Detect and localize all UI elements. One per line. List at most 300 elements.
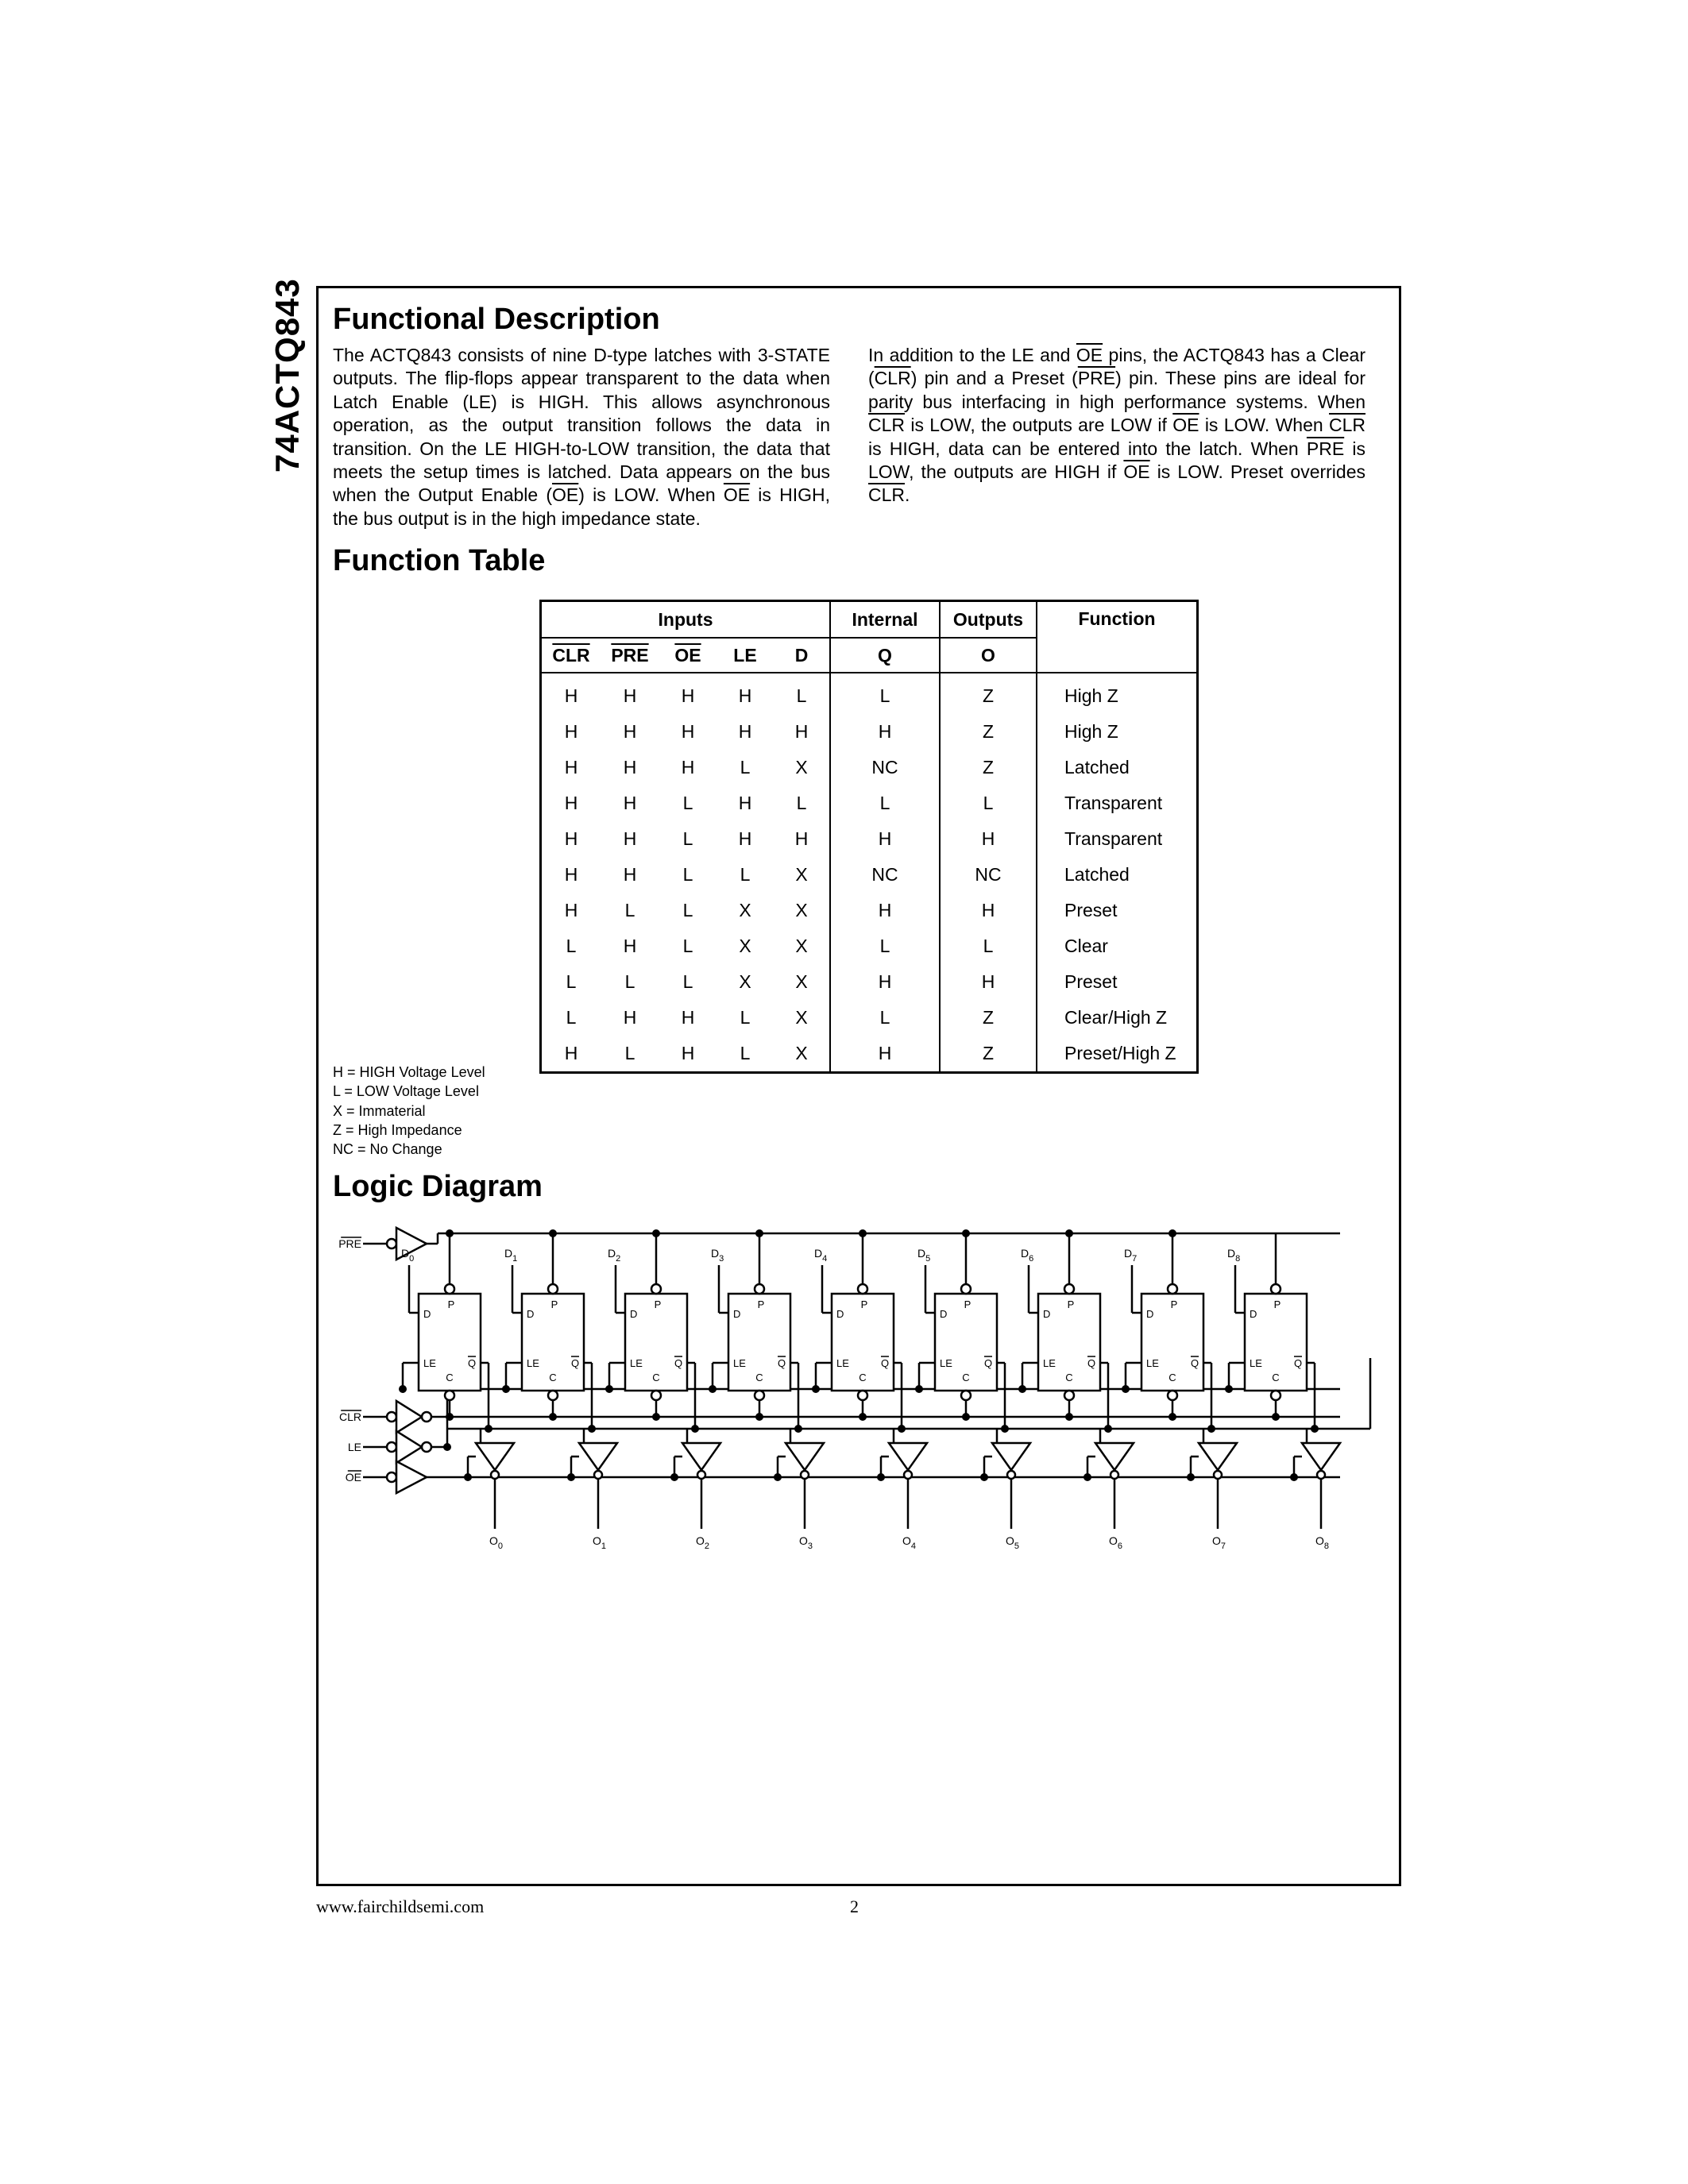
table-cell: H [564, 793, 578, 813]
footer-page-number: 2 [850, 1897, 859, 1916]
pin-qbar-label: Q [674, 1357, 683, 1369]
junction-dot [774, 1473, 782, 1481]
pin-d-label: D [733, 1308, 741, 1320]
table-cell: L [940, 928, 1037, 964]
pin-c-label: C [755, 1372, 763, 1383]
pin-c-label: C [1168, 1372, 1176, 1383]
table-cell: H [623, 721, 637, 742]
inversion-bubble [961, 1391, 971, 1400]
pin-qbar-label: Q [571, 1357, 580, 1369]
junction-dot [1311, 1425, 1319, 1433]
data-input-label: $D_5$ [917, 1247, 931, 1264]
table-cell: H [681, 685, 695, 706]
pin-c-label: C [1272, 1372, 1280, 1383]
table-cell: H [564, 757, 578, 778]
junction-dot [588, 1425, 596, 1433]
table-cell: X [795, 900, 808, 920]
text-run: The ACTQ843 consists of nine D-type latches with 3-STATE outputs. The flip-flops appear transparent to the data when Latch Enable (LE) is HIGH. This allows asynchronous operation, as the output transition follows the data in transition. On the LE HIGH-to-LOW transition, the data that meets the setup times is latched. Data appears on the bus when the Output Enable ( [333, 345, 830, 506]
table-cell: X [795, 971, 808, 992]
inversion-bubble [651, 1284, 661, 1294]
junction-dot [1083, 1473, 1091, 1481]
text-run: is LOW, the outputs are HIGH if [868, 438, 1365, 483]
table-cell: L [796, 685, 807, 706]
signal-name: $\overline{OE}$ [1123, 461, 1150, 483]
outputs-header: Outputs [940, 601, 1037, 639]
table-row [541, 714, 1198, 750]
data-input-label: $D_7$ [1124, 1247, 1138, 1264]
signal-name: $\overline{OE}$ [1172, 415, 1199, 436]
pin-d-label: D [527, 1308, 535, 1320]
pin-c-label: C [1065, 1372, 1073, 1383]
output-label: $O_0$ [489, 1534, 504, 1551]
pin-le-label: LE [1043, 1357, 1056, 1369]
table-cell: H [564, 864, 578, 885]
pin-p-label: P [1273, 1298, 1281, 1310]
junction-dot [399, 1385, 407, 1393]
signal-name: $\overline{CLR}$ [874, 368, 911, 389]
pin-c-label: C [652, 1372, 660, 1383]
output-label: $O_4$ [902, 1534, 917, 1551]
output-buffer [1095, 1443, 1134, 1470]
pin-qbar-label: Q [984, 1357, 993, 1369]
table-cell: H [623, 793, 637, 813]
legend-item: NC = No Change [333, 1141, 442, 1158]
junction-dot [652, 1413, 660, 1421]
text-run: is HIGH, the bus output is in the high impedance state. [333, 484, 830, 529]
legend-item: H = HIGH Voltage Level [333, 1064, 485, 1080]
junction-dot [1187, 1473, 1195, 1481]
table-cell: H [681, 721, 695, 742]
data-input-label: $D_2$ [608, 1247, 621, 1264]
signal-name: $\overline{OE}$ [552, 484, 579, 506]
table-cell: H [623, 1007, 637, 1028]
output-label: $O_5$ [1006, 1534, 1020, 1551]
table-cell: L [740, 757, 751, 778]
pin-p-label: P [550, 1298, 558, 1310]
output-buffer [682, 1443, 720, 1470]
pin-le-label: LE [733, 1357, 746, 1369]
signal-name: $\overline{PRE}$ [1077, 368, 1116, 389]
table-cell: X [739, 900, 751, 920]
junction-dot [567, 1473, 575, 1481]
table-row [541, 821, 1198, 857]
table-cell: H [940, 964, 1037, 1000]
pin-p-label: P [447, 1298, 455, 1310]
junction-dot [1168, 1229, 1176, 1237]
functional-description-heading: Functional Description [333, 303, 660, 336]
table-cell: H [564, 900, 578, 920]
table-cell: L [682, 900, 693, 920]
table-cell: H [794, 721, 809, 742]
data-input-label: $D_0$ [401, 1247, 415, 1264]
inversion-bubble [961, 1284, 971, 1294]
table-cell: Z [940, 1036, 1037, 1073]
junction-dot [915, 1385, 923, 1393]
pin-d-label: D [423, 1308, 431, 1320]
signal-name: $\overline{OE}$ [723, 484, 751, 506]
table-cell: H [623, 828, 637, 849]
buffer-le [396, 1431, 422, 1463]
output-buffer [579, 1443, 617, 1470]
function-cell: High Z [1037, 673, 1198, 714]
table-cell: L [740, 1007, 751, 1028]
table-cell: H [564, 685, 578, 706]
data-input-label: $D_6$ [1021, 1247, 1034, 1264]
pin-c-label: C [962, 1372, 970, 1383]
junction-dot [812, 1385, 820, 1393]
text-run: ) pin and a Preset ( [910, 368, 1078, 389]
output-buffer [992, 1443, 1030, 1470]
pin-p-label: P [860, 1298, 868, 1310]
junction-dot [859, 1413, 867, 1421]
internal-header: Internal [830, 601, 940, 639]
inversion-bubble [651, 1391, 661, 1400]
pin-d-label: D [1043, 1308, 1051, 1320]
table-cell: L [566, 936, 577, 956]
table-row [541, 750, 1198, 785]
col-clr: $\overline{CLR}$ [552, 644, 590, 666]
function-cell: Transparent [1037, 821, 1198, 857]
table-cell: X [795, 757, 808, 778]
junction-dot [443, 1443, 451, 1451]
output-label: $O_3$ [799, 1534, 813, 1551]
table-cell: L [796, 793, 807, 813]
inversion-bubble [387, 1472, 396, 1482]
table-cell: H [623, 757, 637, 778]
inversion-bubble [594, 1471, 602, 1479]
pin-d-label: D [940, 1308, 948, 1320]
data-input-label: $D_8$ [1227, 1247, 1241, 1264]
table-cell: H [738, 828, 752, 849]
inversion-bubble [422, 1442, 431, 1452]
table-cell: L [740, 1043, 751, 1063]
table-cell: H [738, 685, 752, 706]
table-cell: H [623, 864, 637, 885]
table-cell: X [795, 1043, 808, 1063]
output-label: $O_8$ [1315, 1534, 1330, 1551]
table-cell: H [940, 821, 1037, 857]
function-cell: Latched [1037, 750, 1198, 785]
pin-p-label: P [757, 1298, 765, 1310]
table-cell: L [624, 1043, 635, 1063]
junction-dot [898, 1425, 906, 1433]
table-legend [333, 1063, 485, 1159]
inversion-bubble [1007, 1471, 1015, 1479]
inversion-bubble [445, 1284, 454, 1294]
pin-qbar-label: Q [1191, 1357, 1199, 1369]
data-input-label: $D_1$ [504, 1247, 518, 1264]
pin-d-label: D [836, 1308, 844, 1320]
output-label: $O_1$ [593, 1534, 607, 1551]
part-number-vertical: 74ACTQ843 [268, 278, 306, 473]
pin-c-label: C [859, 1372, 867, 1383]
pin-p-label: P [964, 1298, 971, 1310]
inversion-bubble [1064, 1284, 1074, 1294]
table-cell: H [623, 936, 637, 956]
table-cell: H [738, 793, 752, 813]
signal-name: $\overline{CLR}$ [868, 415, 906, 436]
col-oe: $\overline{OE}$ [674, 644, 701, 666]
junction-dot [859, 1229, 867, 1237]
pre-label: PRE [338, 1237, 361, 1250]
junction-dot [446, 1413, 454, 1421]
table-cell: X [739, 936, 751, 956]
table-cell: L [830, 785, 940, 821]
table-cell: L [682, 936, 693, 956]
table-cell: H [830, 1036, 940, 1073]
content-frame [316, 286, 1401, 1886]
col-o: O [981, 644, 995, 666]
junction-dot [1225, 1385, 1233, 1393]
text-run: pins, the ACTQ843 has a Clear ( [868, 345, 1365, 389]
inversion-bubble [858, 1391, 867, 1400]
table-cell: H [830, 893, 940, 928]
junction-dot [1065, 1229, 1073, 1237]
table-row [541, 928, 1198, 964]
inversion-bubble [1168, 1391, 1177, 1400]
signal-name: $\overline{PRE}$ [1306, 438, 1345, 459]
buffer-clr [396, 1401, 422, 1433]
pin-le-label: LE [1146, 1357, 1159, 1369]
text-run: is LOW. When [1199, 415, 1329, 436]
junction-dot [794, 1425, 802, 1433]
junction-dot [485, 1425, 492, 1433]
signal-name: $\overline{CLR}$ [1329, 415, 1366, 436]
junction-dot [652, 1229, 660, 1237]
output-buffer [476, 1443, 514, 1470]
text-run: ) pin. These pins are ideal for parity bus interfacing in high performance systems. When [868, 368, 1365, 412]
legend-item: L = LOW Voltage Level [333, 1083, 479, 1100]
junction-dot [549, 1229, 557, 1237]
table-row [541, 1000, 1198, 1036]
junction-dot [1018, 1385, 1026, 1393]
table-row [541, 785, 1198, 821]
inversion-bubble [697, 1471, 705, 1479]
junction-dot [755, 1229, 763, 1237]
functional-description-left [333, 344, 830, 531]
col-pre: $\overline{PRE}$ [611, 644, 649, 666]
table-cell: L [682, 971, 693, 992]
table-cell: L [830, 1000, 940, 1036]
junction-dot [691, 1425, 699, 1433]
inversion-bubble [904, 1471, 912, 1479]
inversion-bubble [548, 1391, 558, 1400]
inversion-bubble [1317, 1471, 1325, 1479]
inversion-bubble [491, 1471, 499, 1479]
table-cell: L [740, 864, 751, 885]
inversion-bubble [1271, 1391, 1280, 1400]
signal-name: $\overline{CLR}$ [868, 484, 906, 506]
junction-dot [1122, 1385, 1130, 1393]
junction-dot [709, 1385, 717, 1393]
text-run: In addition to the LE and [868, 345, 1076, 365]
table-cell: L [682, 828, 693, 849]
inputs-header: Inputs [541, 601, 831, 639]
junction-dot [1104, 1425, 1112, 1433]
junction-dot [877, 1473, 885, 1481]
pin-le-label: LE [630, 1357, 643, 1369]
function-table [539, 600, 1199, 1074]
col-q: Q [878, 644, 892, 666]
pin-qbar-label: Q [778, 1357, 786, 1369]
table-cell: H [564, 1043, 578, 1063]
table-cell: H [681, 1043, 695, 1063]
legend-item: X = Immaterial [333, 1102, 426, 1119]
function-cell: High Z [1037, 714, 1198, 750]
output-buffer [1199, 1443, 1237, 1470]
clr-label: CLR [338, 1410, 361, 1423]
junction-dot [605, 1385, 613, 1393]
inversion-bubble [422, 1412, 431, 1422]
inversion-bubble [387, 1239, 396, 1248]
table-cell: X [795, 1007, 808, 1028]
function-cell: Transparent [1037, 785, 1198, 821]
output-buffer [786, 1443, 824, 1470]
table-cell: L [566, 971, 577, 992]
table-cell: H [681, 1007, 695, 1028]
pin-le-label: LE [1250, 1357, 1262, 1369]
pin-le-label: LE [940, 1357, 952, 1369]
pin-qbar-label: Q [1087, 1357, 1096, 1369]
table-cell: L [830, 928, 940, 964]
table-cell: H [623, 685, 637, 706]
function-cell: Latched [1037, 857, 1198, 893]
table-cell: NC [940, 857, 1037, 893]
table-cell: H [738, 721, 752, 742]
pin-p-label: P [654, 1298, 662, 1310]
table-cell: L [682, 864, 693, 885]
legend-item: Z = High Impedance [333, 1121, 462, 1138]
output-label: $O_7$ [1212, 1534, 1226, 1551]
table-cell: L [940, 785, 1037, 821]
pin-p-label: P [1067, 1298, 1075, 1310]
pin-c-label: C [549, 1372, 557, 1383]
inversion-bubble [755, 1284, 764, 1294]
inversion-bubble [1214, 1471, 1222, 1479]
inversion-bubble [387, 1442, 396, 1452]
table-cell: NC [830, 750, 940, 785]
junction-dot [962, 1229, 970, 1237]
pin-d-label: D [1250, 1308, 1257, 1320]
buffer-oe [396, 1461, 427, 1493]
junction-dot [502, 1385, 510, 1393]
table-cell: H [794, 828, 809, 849]
pin-le-label: LE [423, 1357, 436, 1369]
inversion-bubble [1168, 1284, 1177, 1294]
table-cell: H [681, 757, 695, 778]
logic-diagram [330, 1217, 1394, 1591]
table-row [541, 893, 1198, 928]
table-cell: L [830, 673, 940, 714]
output-label: $O_6$ [1109, 1534, 1123, 1551]
table-cell: Z [940, 714, 1037, 750]
inversion-bubble [1064, 1391, 1074, 1400]
function-table-heading: Function Table [333, 544, 546, 577]
table-cell: H [830, 714, 940, 750]
junction-dot [446, 1229, 454, 1237]
table-cell: Z [940, 750, 1037, 785]
pin-p-label: P [1170, 1298, 1178, 1310]
table-row [541, 964, 1198, 1000]
table-row [541, 1036, 1198, 1073]
table-cell: X [739, 971, 751, 992]
function-cell: Preset/High Z [1037, 1036, 1198, 1073]
pin-le-label: LE [527, 1357, 539, 1369]
function-cell: Clear/High Z [1037, 1000, 1198, 1036]
junction-dot [1207, 1425, 1215, 1433]
junction-dot [670, 1473, 678, 1481]
table-row [541, 673, 1198, 714]
pin-c-label: C [446, 1372, 454, 1383]
functional-description-right [868, 344, 1365, 507]
table-row [541, 857, 1198, 893]
inversion-bubble [755, 1391, 764, 1400]
table-cell: H [564, 721, 578, 742]
text-run: . [905, 484, 910, 506]
text-run: is LOW, the outputs are LOW if [905, 415, 1173, 436]
inversion-bubble [445, 1391, 454, 1400]
table-cell: X [795, 864, 808, 885]
table-cell: H [830, 821, 940, 857]
output-label: $O_2$ [696, 1534, 710, 1551]
junction-dot [1290, 1473, 1298, 1481]
data-input-label: $D_4$ [814, 1247, 828, 1264]
function-cell: Clear [1037, 928, 1198, 964]
data-input-label: $D_3$ [711, 1247, 724, 1264]
text-run: is LOW. Preset overrides [1149, 461, 1366, 483]
function-header: Function [1037, 601, 1198, 673]
table-cell: L [566, 1007, 577, 1028]
table-cell: L [624, 900, 635, 920]
pin-d-label: D [1146, 1308, 1154, 1320]
function-cell: Preset [1037, 893, 1198, 928]
junction-dot [1065, 1413, 1073, 1421]
col-le: LE [733, 644, 757, 666]
inversion-bubble [1111, 1471, 1118, 1479]
pin-qbar-label: Q [881, 1357, 890, 1369]
inversion-bubble [801, 1471, 809, 1479]
pin-d-label: D [630, 1308, 638, 1320]
inversion-bubble [387, 1412, 396, 1422]
output-buffer [889, 1443, 927, 1470]
oe-label: OE [345, 1471, 361, 1484]
inversion-bubble [548, 1284, 558, 1294]
footer-website: www.fairchildsemi.com [316, 1897, 485, 1916]
col-d: D [794, 644, 809, 666]
table-cell: H [940, 893, 1037, 928]
table-cell: Z [940, 673, 1037, 714]
output-buffer [1302, 1443, 1340, 1470]
junction-dot [464, 1473, 472, 1481]
text-run: is HIGH, data can be entered into the latch. When [868, 438, 1307, 459]
table-cell: Z [940, 1000, 1037, 1036]
le-label: LE [347, 1441, 361, 1453]
pin-qbar-label: Q [1294, 1357, 1303, 1369]
junction-dot [962, 1413, 970, 1421]
table-cell: H [830, 964, 940, 1000]
table-cell: NC [830, 857, 940, 893]
junction-dot [1272, 1413, 1280, 1421]
table-cell: X [795, 936, 808, 956]
pin-le-label: LE [836, 1357, 849, 1369]
junction-dot [755, 1413, 763, 1421]
table-cell: H [564, 828, 578, 849]
junction-dot [549, 1413, 557, 1421]
table-cell: L [682, 793, 693, 813]
function-cell: Preset [1037, 964, 1198, 1000]
text-run: ) is LOW. When [578, 484, 724, 506]
logic-diagram-heading: Logic Diagram [333, 1170, 543, 1203]
